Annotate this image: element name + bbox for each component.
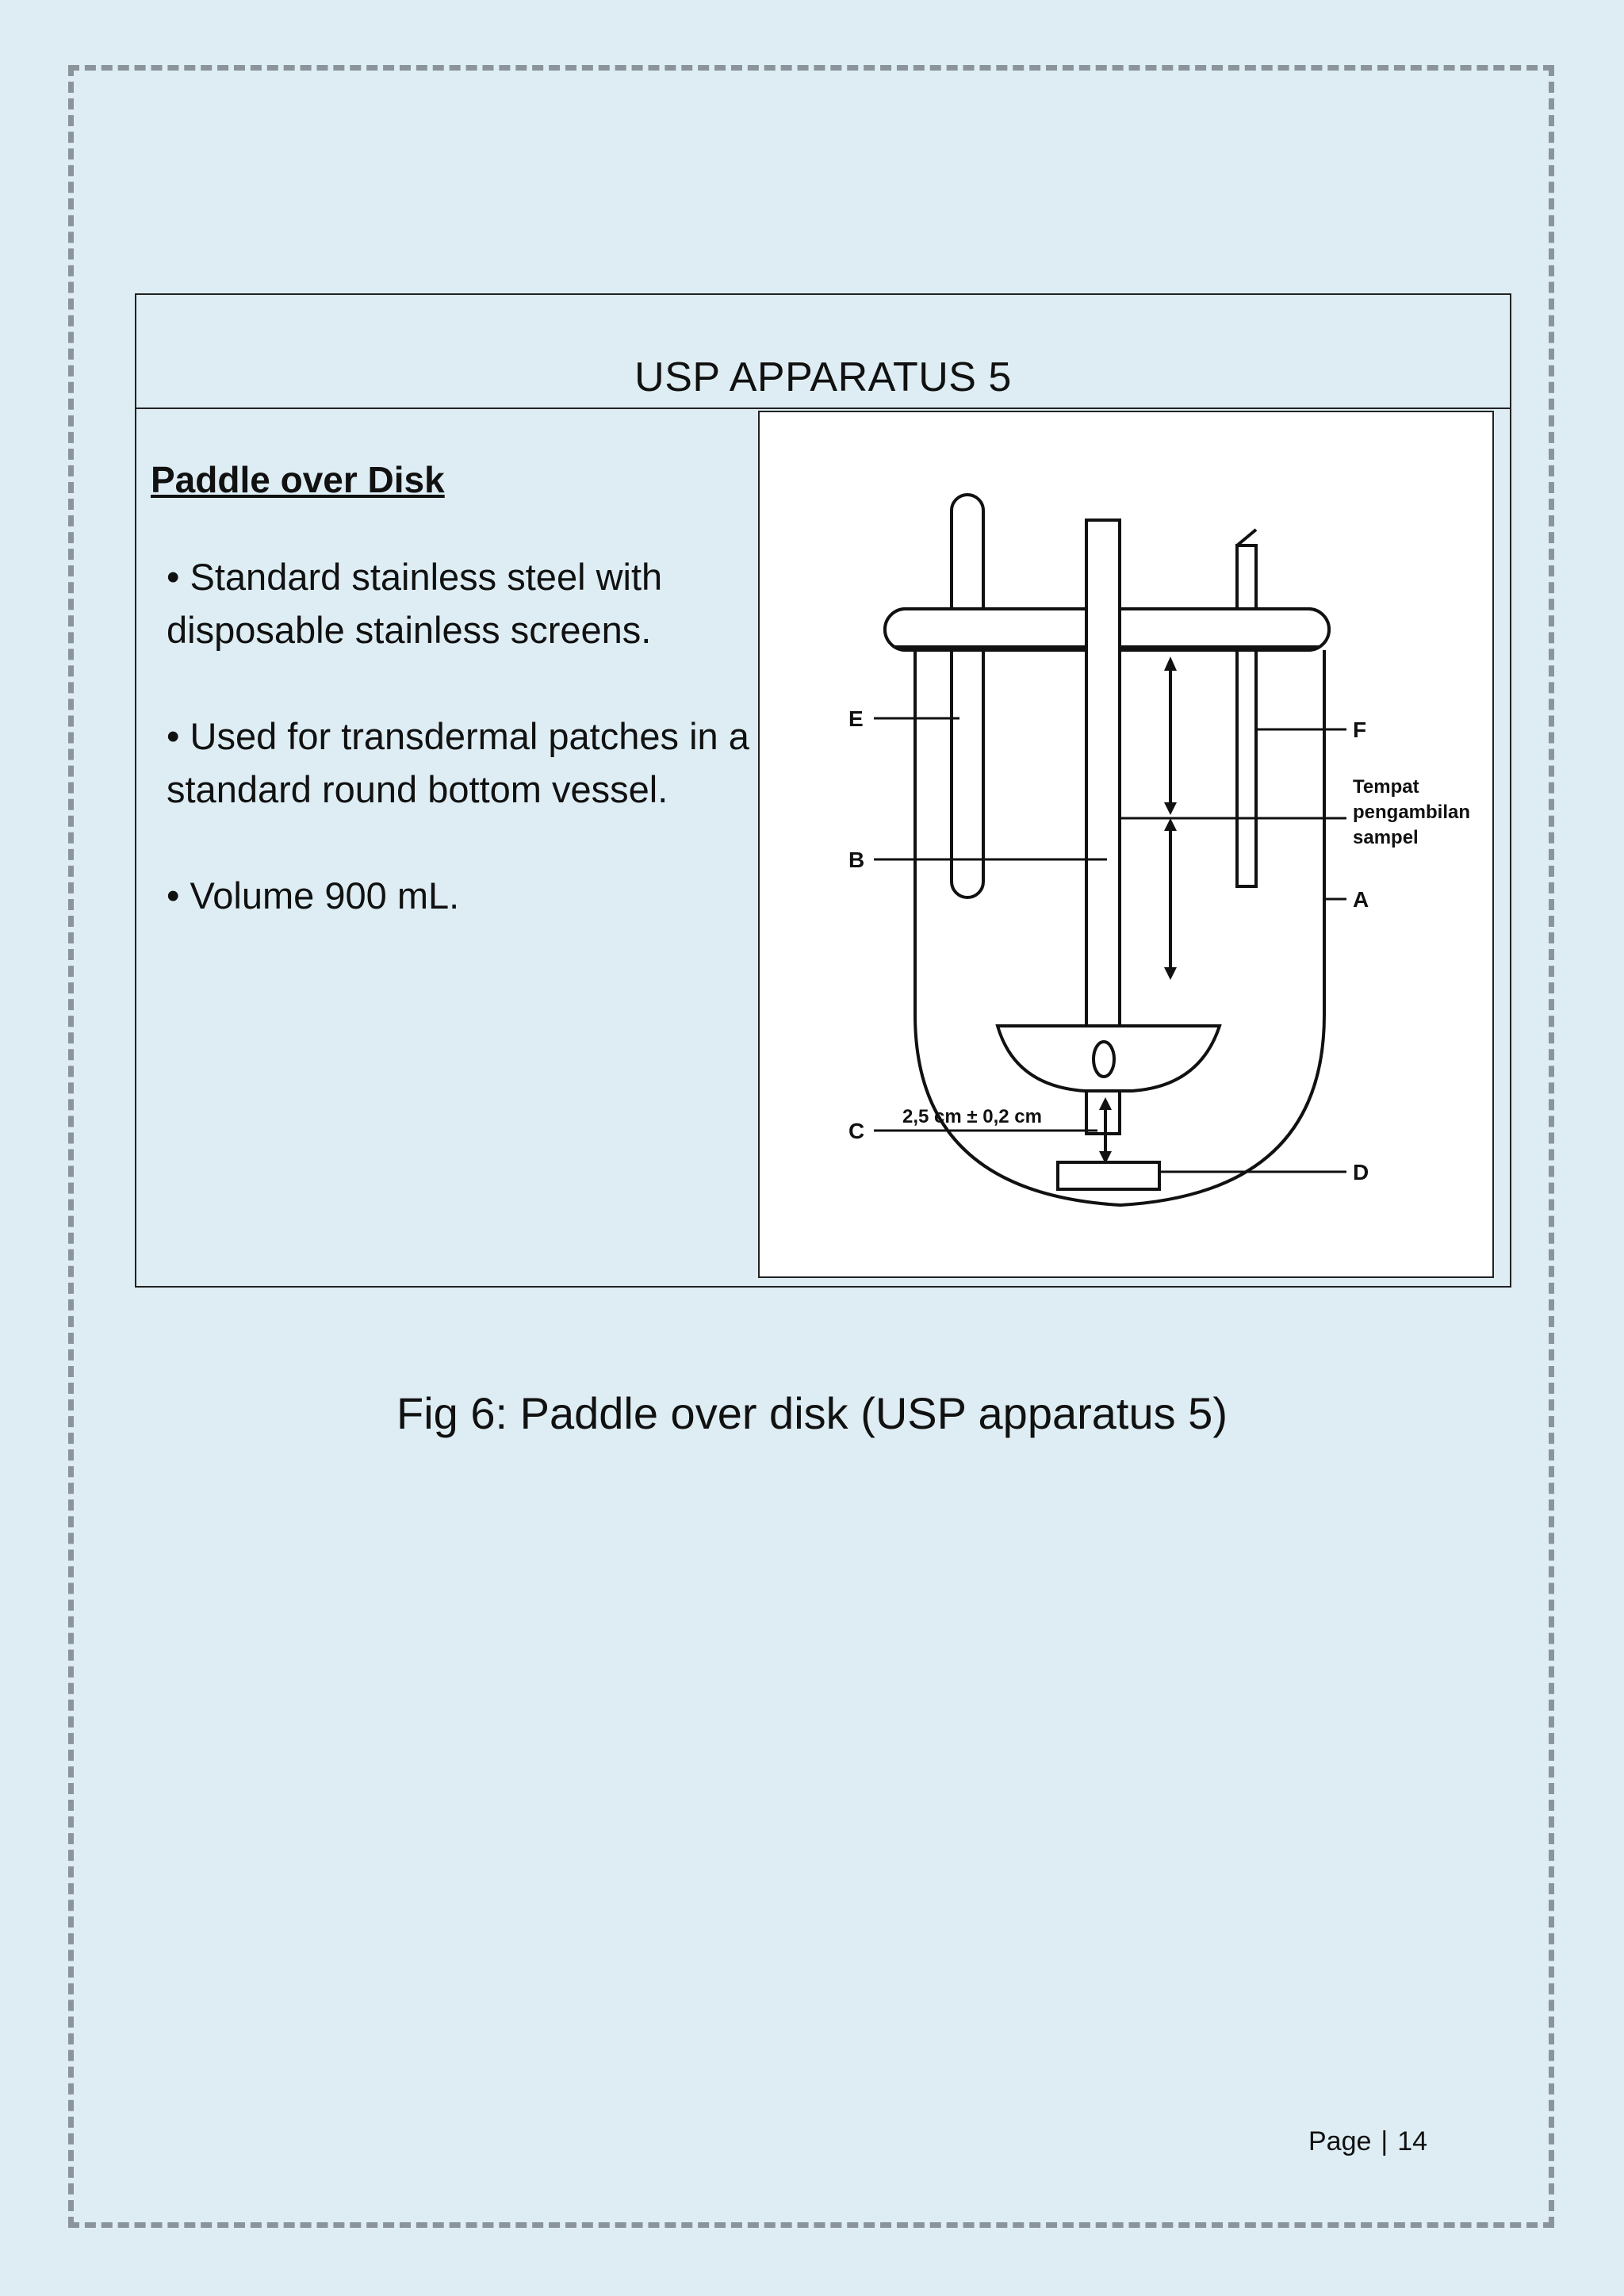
- page-number: 14: [1397, 2126, 1428, 2156]
- description-cell: [151, 458, 753, 975]
- label-e: E: [848, 706, 864, 731]
- thermometer-tube: [952, 495, 983, 897]
- sampling-tube: [1237, 545, 1256, 886]
- table-header: [136, 295, 1510, 409]
- label-a: A: [1353, 887, 1369, 912]
- sampling-label-line1: Tempat: [1353, 776, 1419, 798]
- page-label: Page: [1308, 2126, 1372, 2156]
- bullet-item: • Volume 900 mL.: [167, 874, 460, 916]
- sampling-tube-tip: [1237, 530, 1256, 545]
- disk: [1058, 1162, 1159, 1189]
- diagram-svg: [760, 412, 1492, 1276]
- page-separator: |: [1381, 2126, 1388, 2156]
- apparatus-diagram: [758, 411, 1494, 1278]
- sampling-label-line2: pengambilan: [1353, 802, 1471, 823]
- label-d: D: [1353, 1160, 1369, 1184]
- table-title: USP APPARATUS 5: [634, 354, 1012, 400]
- page-footer: [1308, 2126, 1427, 2157]
- figure-caption: Fig 6: Paddle over disk (USP apparatus 5): [396, 1388, 1228, 1438]
- paddle-blade: [998, 1026, 1220, 1091]
- label-b: B: [848, 848, 865, 872]
- subheading: Paddle over Disk: [151, 459, 445, 500]
- bullet-item: • Standard stainless steel with disposable stainless screens.: [167, 556, 663, 651]
- sampling-label-line3: sampel: [1353, 827, 1419, 848]
- apparatus-table: [135, 293, 1511, 1288]
- distance-label: 2,5 cm ± 0,2 cm: [902, 1106, 1042, 1127]
- bullet-item: • Used for transdermal patches in a standard round bottom vessel.: [167, 715, 749, 810]
- label-f: F: [1353, 718, 1367, 742]
- label-c: C: [848, 1119, 865, 1143]
